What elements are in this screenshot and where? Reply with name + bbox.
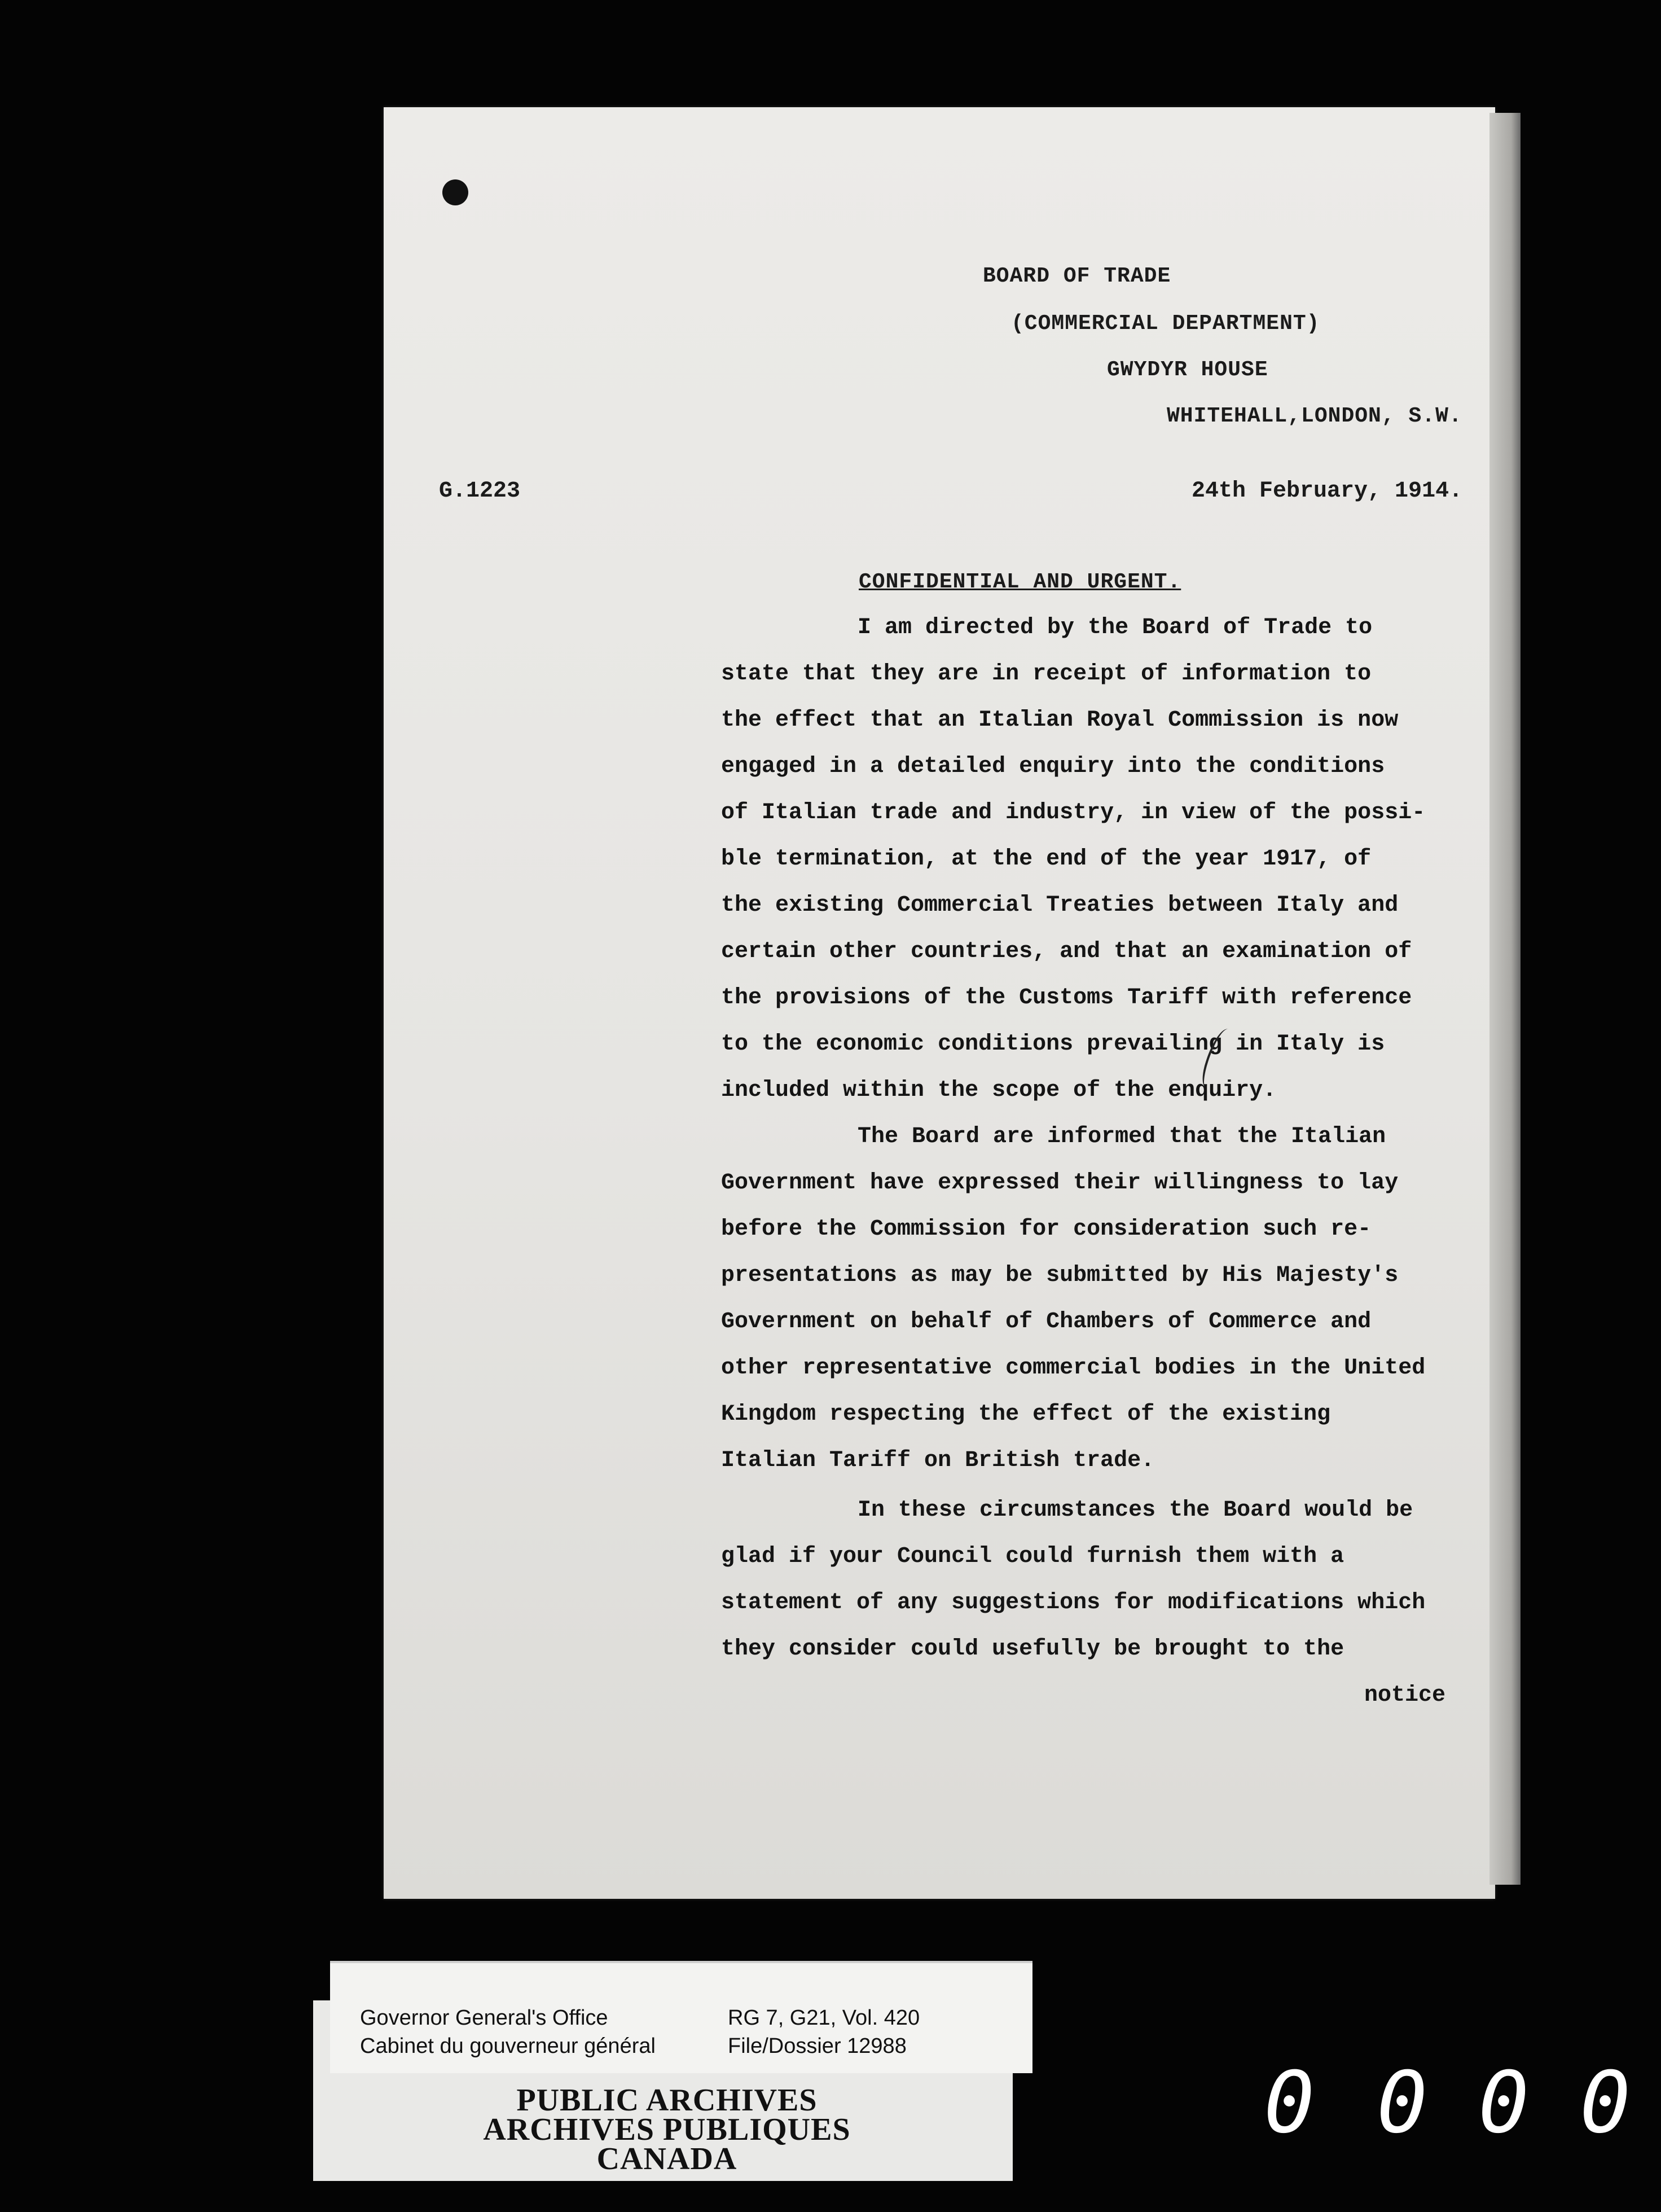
- body-line: Kingdom respecting the effect of the existing: [721, 1402, 1331, 1427]
- body-line: statement of any suggestions for modifications which: [721, 1590, 1426, 1616]
- frame-digit: 0: [1377, 2054, 1428, 2152]
- body-line: they consider could usefully be brought to the: [721, 1636, 1344, 1662]
- body-line: other representative commercial bodies in the United: [721, 1355, 1426, 1381]
- label-file-number: File/Dossier 12988: [728, 2034, 907, 2058]
- body-line: of Italian trade and industry, in view of the possi-: [721, 800, 1426, 826]
- punch-hole: [442, 179, 468, 205]
- frame-digit: 0: [1478, 2054, 1530, 2152]
- body-line: I am directed by the Board of Trade to: [858, 615, 1373, 640]
- frame-digit: 0: [1264, 2054, 1315, 2152]
- letterhead-line-4: WHITEHALL,LONDON, S.W.: [1167, 404, 1462, 428]
- letterhead-line-1: BOARD OF TRADE: [983, 264, 1171, 288]
- body-line: glad if your Council could furnish them with a: [721, 1544, 1344, 1569]
- stamp-line-3: CANADA: [596, 2141, 737, 2176]
- label-office-fr: Cabinet du gouverneur général: [360, 2034, 656, 2058]
- body-line: engaged in a detailed enquiry into the conditions: [721, 754, 1385, 779]
- label-office-en: Governor General's Office: [360, 2006, 608, 2030]
- body-line: included within the scope of the enquiry.: [721, 1078, 1277, 1103]
- letterhead-line-2: (COMMERCIAL DEPARTMENT): [1011, 311, 1320, 336]
- body-line: Italian Tariff on British trade.: [721, 1448, 1155, 1473]
- frame-digit: 0: [1580, 2054, 1631, 2152]
- body-line: In these circumstances the Board would be: [858, 1498, 1413, 1523]
- letter-heading: CONFIDENTIAL AND URGENT.: [859, 570, 1181, 594]
- body-line: the existing Commercial Treaties between Italy and: [721, 893, 1399, 918]
- label-record-group: RG 7, G21, Vol. 420: [728, 2006, 920, 2030]
- body-line: the provisions of the Customs Tariff with reference: [721, 985, 1412, 1011]
- body-line: presentations as may be submitted by His Majesty's: [721, 1263, 1399, 1288]
- reference-number: G.1223: [439, 479, 521, 504]
- stamp-line-1: PUBLIC ARCHIVES: [516, 2083, 818, 2118]
- body-line: Government have expressed their willingness to lay: [721, 1170, 1399, 1196]
- body-line: The Board are informed that the Italian: [858, 1124, 1386, 1149]
- body-line: before the Commission for consideration such re-: [721, 1217, 1372, 1242]
- body-line: certain other countries, and that an examination of: [721, 939, 1412, 964]
- body-line: the effect that an Italian Royal Commission is now: [721, 708, 1399, 733]
- letterhead-line-3: GWYDYR HOUSE: [1107, 358, 1268, 382]
- catchword: notice: [1364, 1683, 1446, 1708]
- body-line: Government on behalf of Chambers of Commerce and: [721, 1309, 1372, 1335]
- stamp-line-2: ARCHIVES PUBLIQUES: [483, 2112, 851, 2147]
- letter-date: 24th February, 1914.: [1192, 479, 1463, 504]
- page-edge: [1489, 113, 1521, 1885]
- body-line: ble termination, at the end of the year 1917, of: [721, 846, 1372, 872]
- body-line: state that they are in receipt of information to: [721, 661, 1372, 687]
- body-line: to the economic conditions prevailing in Italy is: [721, 1032, 1385, 1057]
